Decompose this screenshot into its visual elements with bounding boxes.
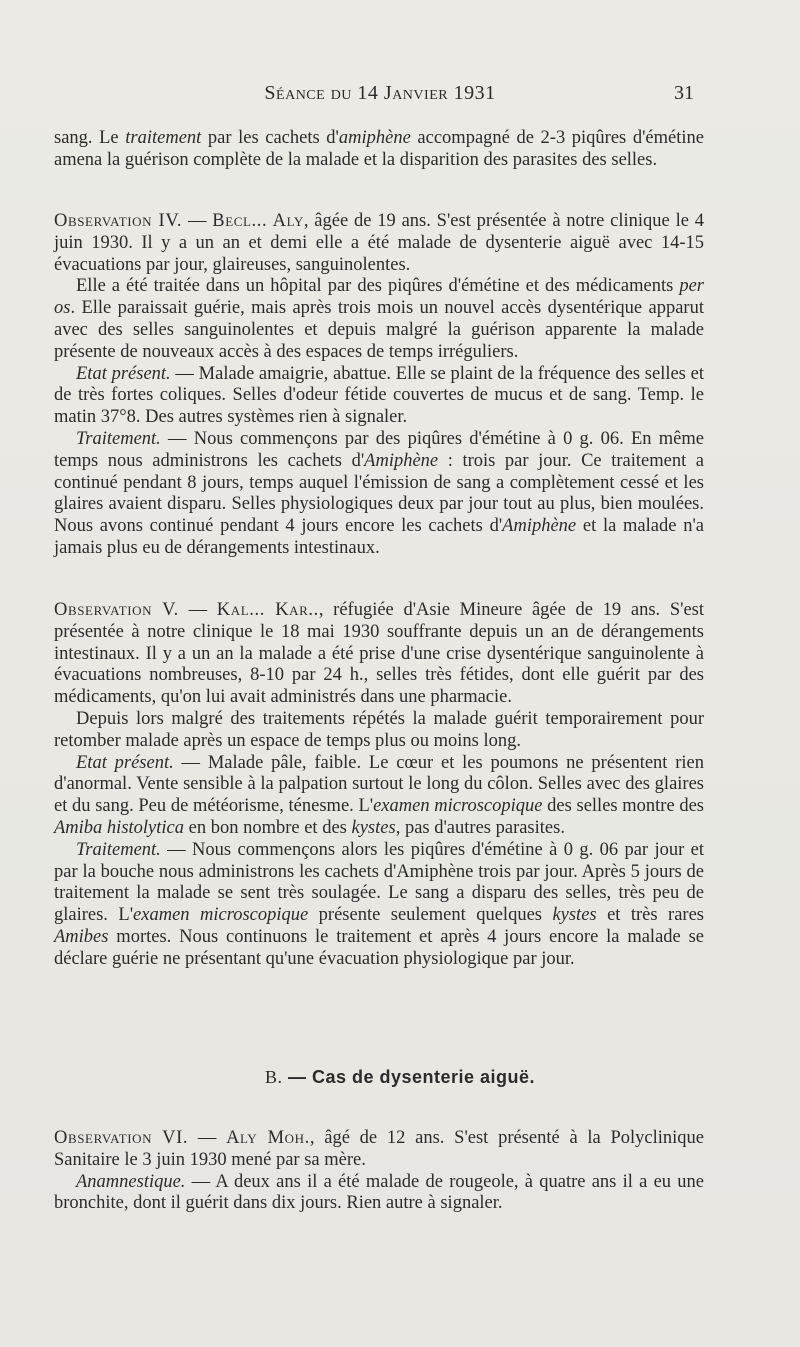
text-run: mortes. Nous continuons le traitement et après 4 jours encore la malade se déclare guérie ne présentant qu'une évacuation physiologique par jour. [54, 926, 704, 969]
small-caps-run: Observation IV. [54, 211, 183, 231]
text-run: — Malade amaigrie, abattue. Elle se plaint de la fréquence des selles et de très fortes coliques. Selles d'odeur fétide couvertes de mucus et de sang. Temp. le matin 37°8. Des autres systèmes rien à signaler. [54, 363, 704, 428]
italic-run: kystes [552, 905, 597, 926]
italic-run: Traitement. [76, 839, 161, 860]
text-run: et très rares [596, 905, 704, 926]
italic-run: Amibes [54, 926, 109, 947]
observation-v-intro [54, 600, 704, 709]
italic-run: Etat présent. [76, 752, 174, 773]
page-number: 31 [674, 82, 694, 104]
italic-run: Amiphène [502, 516, 577, 537]
text-run: : trois par jour. Ce traitement a continué pendant 8 jours, temps auquel l'émission de sang a complètement cessé et les glaires avaient disparu. Selles physiologiques deux par jour tout au plus, bien moulées. Nous avons continué pendant 4 jours encore les cachets d' [54, 450, 704, 537]
observation-vi [54, 1128, 704, 1215]
text-run: Elle a été traitée dans un hôpital par des piqûres d'émétine et des médicaments [76, 276, 680, 297]
observation-iv-intro [54, 211, 704, 276]
italic-run: examen microscopique [133, 905, 309, 926]
observation-v-history [54, 709, 704, 753]
text-run: , pas d'autres parasites. [395, 817, 565, 838]
observation-iv [54, 211, 704, 560]
page-header [0, 82, 800, 112]
italic-run: Anamnestique. [76, 1171, 186, 1192]
text-run: , âgée de 19 ans. S'est présentée à notre clinique le 4 juin 1930. Il y a un an et demi elle a été malade de dysenterie aiguë avec 14-15 évacuations par jour, glaireuses, sanguinolentes. [54, 211, 705, 275]
continuation-block [54, 128, 704, 172]
continuation-paragraph [54, 128, 704, 172]
italic-run: Etat présent. [76, 363, 171, 384]
observation-iv-traitement [54, 429, 704, 560]
text-run: — Malade pâle, faible. Le cœur et les poumons ne présentent rien d'anormal. Vente sensible à la palpation surtout le long du côlon. Selles avec des glaires et du sang. Peu de météorisme, ténesme. L' [54, 752, 704, 817]
small-caps-run: Observation VI. [54, 1128, 189, 1148]
text-run: — [178, 600, 217, 620]
observation-iv-history [54, 276, 704, 363]
text-run: — Nous commençons par des piqûres d'émétine à 0 g. 06. En même temps nous administrons les cachets d' [54, 428, 704, 471]
running-head: Séance du 14 Janvier 1931 [264, 82, 496, 104]
text-run: et la malade n'a jamais plus eu de dérangements intestinaux. [54, 516, 704, 558]
italic-run: Amiba histolytica [54, 817, 184, 838]
text-run: Depuis lors malgré des traitements répétés la malade guérit temporairement pour retomber malade après un espace de temps plus ou moins long. [54, 708, 704, 751]
section-letter: B. [264, 1067, 283, 1087]
text-run: des selles montre des [542, 796, 705, 817]
text-run: accompagné de 2-3 piqûres d'émétine amena la guérison complète de la malade et la disparition des parasites des selles. [54, 128, 704, 170]
italic-run: traitement [125, 128, 202, 148]
text-run: sang. Le [54, 128, 126, 148]
text-run: , réfugiée d'Asie Mineure âgée de 19 ans. S'est présentée à notre clinique le 18 mai 1930 souffrante depuis un an de dérangements intestinaux. Il y a un an la malade a été prise d'une crise dysentérique sanguinolente à évacuations nombreuses, 8-10 par 24 h., selles très fétides, dont elle guérit par des médicaments, qu'on lui avait administrés dans une pharmacie. [54, 600, 704, 708]
text-run: en bon nombre et des [184, 817, 352, 838]
observation-iv-etat-present [54, 364, 704, 429]
observation-v [54, 600, 704, 971]
observation-v-etat-present [54, 753, 704, 840]
italic-run: amiphène [338, 128, 411, 148]
section-heading [0, 1067, 800, 1088]
italic-run: per os [54, 276, 704, 319]
small-caps-run: Observation V. [54, 600, 179, 620]
text-run: — Nous commençons alors les piqûres d'émétine à 0 g. 06 par jour et par la bouche nous administrons les cachets d'Amiphène trois par jour. Après 5 jours de traitement la malade se sent très soulagée. Le sang a disparu des selles, très peu de glaires. L' [54, 839, 704, 926]
italic-run: Amiphène [364, 450, 439, 471]
italic-run: Traitement. [76, 428, 161, 449]
small-caps-run: Aly Moh. [226, 1128, 310, 1148]
text-run: — A deux ans il a été malade de rougeole, à quatre ans il a eu une bronchite, dont il guérit dans dix jours. Rien autre à signaler. [54, 1171, 704, 1214]
observation-v-traitement [54, 840, 704, 971]
observation-vi-intro [54, 1128, 704, 1172]
text-run: par les cachets d' [201, 128, 339, 148]
text-run: , âgé de 12 ans. S'est présenté à la Polyclinique Sanitaire le 3 juin 1930 mené par sa mère. [54, 1128, 705, 1170]
observation-vi-anamnestique [54, 1172, 704, 1216]
italic-run: examen microscopique [373, 796, 543, 817]
section-title: — Cas de dysenterie aiguë. [287, 1067, 536, 1087]
text-run: — [182, 211, 213, 231]
text-run: présente seulement quelques [308, 905, 553, 926]
text-run: — [188, 1128, 227, 1148]
text-run: . Elle paraissait guérie, mais après trois mois un nouvel accès dysentérique apparut avec des selles sanguinolentes et depuis malgré la guérison apparente la malade présente de nouveaux accès à des espaces de temps irréguliers. [54, 298, 704, 362]
small-caps-run: Becl... Aly [212, 211, 304, 231]
italic-run: kystes [351, 817, 396, 838]
small-caps-run: Kal... Kar.. [216, 600, 319, 620]
